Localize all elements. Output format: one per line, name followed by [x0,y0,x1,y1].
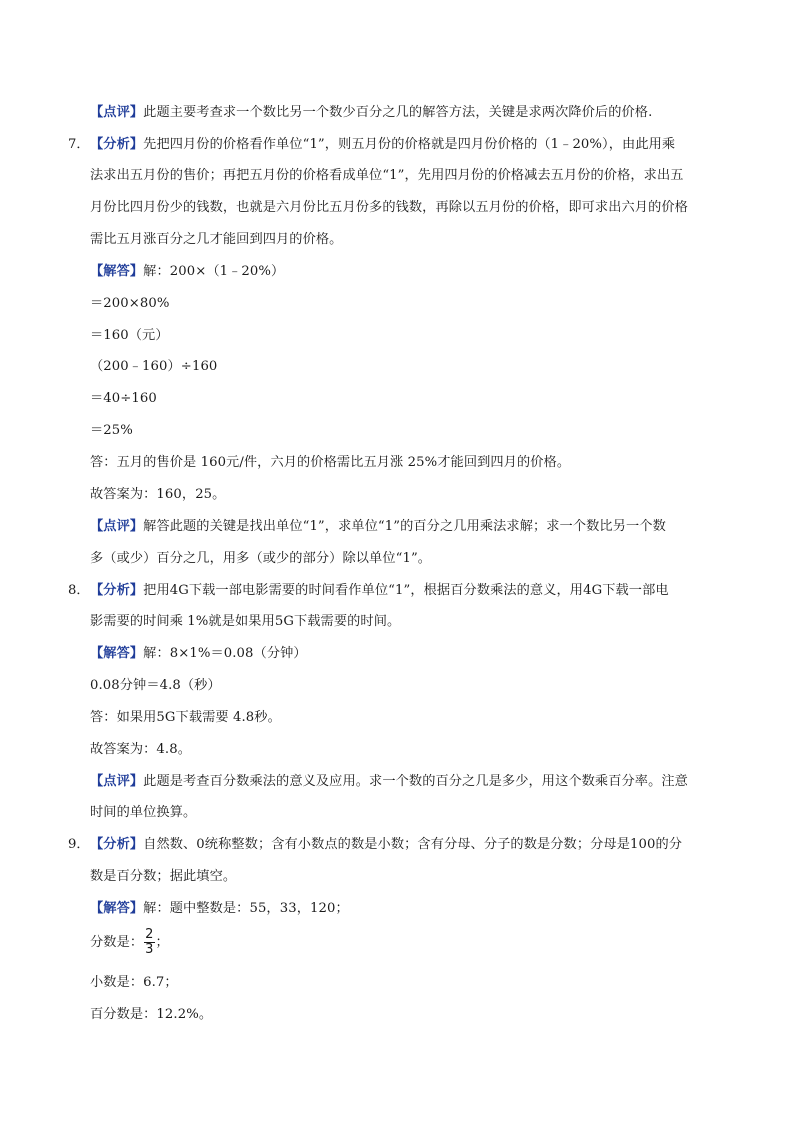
q8-analysis-line-2: 影需要的时间乘 1%就是如果用5G下载需要的时间。 [90,614,401,629]
q9-analysis-line-1: 【分析】自然数、0统称整数；含有小数点的数是小数；含有分母、分子的数是分数；分母是100的分 [90,837,683,852]
answer-tag: 【解答】 [90,646,144,661]
q8-step-1: 0.08分钟＝4.8（秒） [90,678,221,693]
q8-comment-line-1: 【点评】此题是考查百分数乘法的意义及应用。求一个数的百分之几是多少，用这个数乘百分率。注意 [90,774,688,789]
q8-number: 8． [68,583,90,598]
answer-tag: 【解答】 [90,901,144,916]
q8-comment-line-2: 时间的单位换算。 [90,805,197,820]
fraction-numerator: 2 [145,927,154,942]
comment-tag: 【点评】 [90,519,144,534]
q7-analysis-line-4: 需比五月涨百分之几才能回到四月的价格。 [90,232,343,247]
comment-tag: 【点评】 [90,105,144,120]
q8-answer-first: 【解答】解：8×1%＝0.08（分钟） [90,646,307,661]
q7-comment-line-1: 【点评】解答此题的关键是找出单位“1”，求单位“1”的百分之几用乘法求解；求一个数比另一个数 [90,519,666,534]
answer-tag: 【解答】 [90,264,144,279]
q7-analysis-line-2: 法求出五月份的售价；再把五月份的价格看成单位“1”，先用四月份的价格减去五月份的价格，求出五 [90,168,684,183]
q6-comment [90,103,652,123]
fraction-two-thirds [144,928,154,957]
fraction-suffix: ； [155,935,169,950]
q7-analysis-line-1: 【分析】先把四月份的价格看作单位“1”，则五月份的价格就是四月份价格的（1﹣20%），由此用乘 [90,137,676,152]
q9-fraction-line [90,928,169,958]
q8-reply: 答：如果用5G下载需要 4.8秒。 [90,710,281,725]
q7-number: 7． [68,137,90,152]
fraction-label: 分数是： [90,935,144,950]
q7-step-5: ＝25% [90,423,133,438]
comment-tag: 【点评】 [90,774,144,789]
q6-comment-text: 此题主要考查求一个数比另一个数少百分之几的解答方法，关键是求两次降价后的价格. [143,105,653,120]
q9-analysis-line-2: 数是百分数；据此填空。 [90,869,237,884]
q9-decimal: 小数是：6.7； [90,975,178,990]
q9-answer-first: 【解答】解：题中整数是：55，33，120； [90,901,349,916]
q7-reply: 答：五月的售价是 160元/件，六月的价格需比五月涨 25%才能回到四月的价格。 [90,455,571,470]
q7-step-4: ＝40÷160 [90,391,157,406]
q7-comment-line-2: 多（或少）百分之几，用多（或少的部分）除以单位“1”。 [90,551,432,566]
q8-analysis-line-1: 【分析】把用4G下载一部电影需要的时间看作单位“1”，根据百分数乘法的意义，用4G下载一部电 [90,583,669,598]
analysis-tag: 【分析】 [90,583,144,598]
fraction-denominator: 3 [145,942,154,957]
analysis-tag: 【分析】 [90,837,144,852]
analysis-tag: 【分析】 [90,137,144,152]
q9-number: 9． [68,837,90,852]
q7-step-1: ＝200×80% [90,296,170,311]
q7-step-3: （200﹣160）÷160 [90,359,218,374]
q9-percent: 百分数是：12.2%。 [90,1007,213,1022]
q8-final: 故答案为：4.8。 [90,742,191,757]
q7-step-2: ＝160（元） [90,328,169,343]
q7-analysis-line-3: 月份比四月份少的钱数，也就是六月份比五月份多的钱数，再除以五月份的价格，即可求出六月的价格 [90,200,688,215]
q7-final: 故答案为：160，25。 [90,487,226,502]
q7-answer-first: 【解答】解：200×（1﹣20%） [90,264,285,279]
